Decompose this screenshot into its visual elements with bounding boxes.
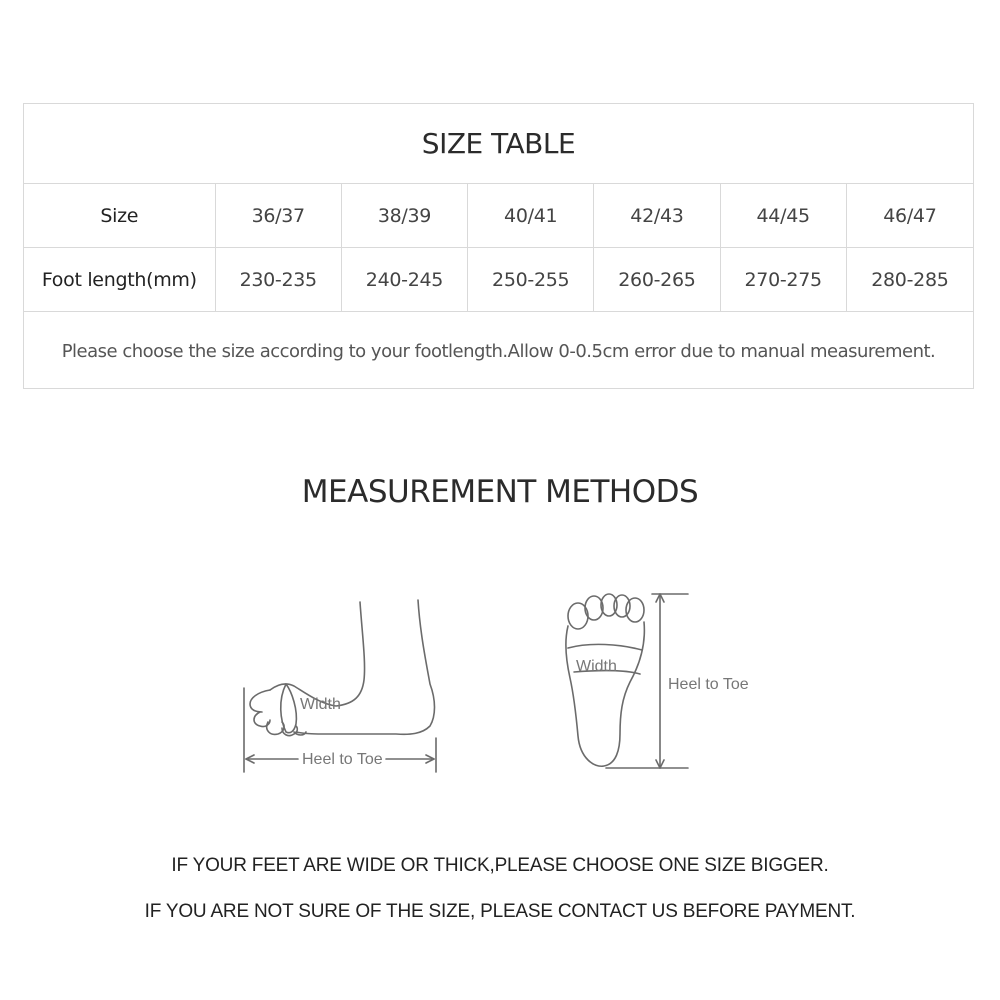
side-view-foot-diagram	[236, 592, 446, 782]
sole-length-label: Heel to Toe	[668, 676, 749, 693]
measurement-title: MEASUREMENT METHODS	[301, 474, 699, 510]
size-cell: 36/37	[216, 184, 342, 247]
size-cell: 46/47	[883, 204, 937, 227]
size-table	[23, 103, 974, 389]
foot-length-cell: 260-265	[594, 248, 720, 311]
foot-length-row-label: Foot length(mm)	[24, 248, 216, 311]
foot-length-cell: 230-235	[216, 248, 342, 311]
side-length-label: Heel to Toe	[302, 751, 383, 768]
foot-length-cell: 240-245	[342, 248, 468, 311]
foot-length-cell: 280-285	[871, 268, 949, 291]
size-cell: 44/45	[721, 184, 847, 247]
size-cell: 40/41	[468, 184, 594, 247]
side-width-label: Width	[300, 696, 341, 713]
size-row	[24, 184, 973, 248]
tip-wide-feet: IF YOUR FEET ARE WIDE OR THICK,PLEASE CHOOSE ONE SIZE BIGGER.	[171, 855, 829, 876]
size-table-title: SIZE TABLE	[24, 104, 973, 184]
sole-width-label: Width	[576, 658, 617, 675]
foot-length-row	[24, 248, 973, 312]
tip-contact-us: IF YOU ARE NOT SURE OF THE SIZE, PLEASE CONTACT US BEFORE PAYMENT.	[144, 901, 856, 922]
foot-length-cell: 270-275	[721, 248, 847, 311]
size-cell: 42/43	[594, 184, 720, 247]
size-row-label: Size	[24, 184, 216, 247]
foot-length-cell: 250-255	[468, 248, 594, 311]
size-table-note: Please choose the size according to your footlength.Allow 0-0.5cm error due to manual measurement.	[61, 340, 936, 362]
size-cell: 38/39	[342, 184, 468, 247]
sole-view-foot-diagram	[550, 586, 770, 776]
